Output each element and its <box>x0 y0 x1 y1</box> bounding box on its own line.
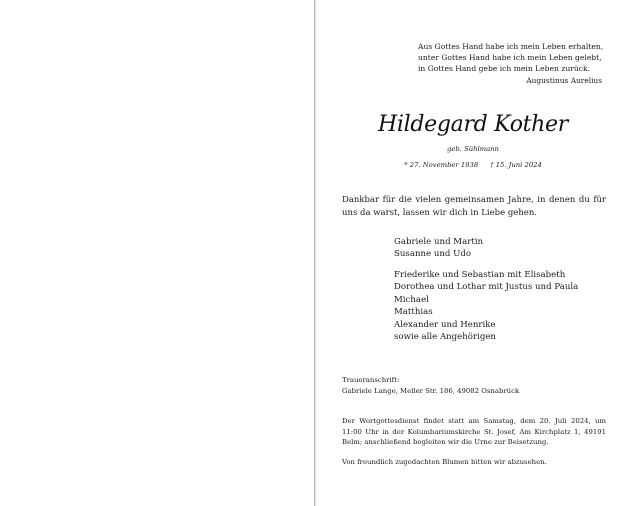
left-page-blank <box>0 0 314 506</box>
verse-line: unter Gottes Hand habe ich mein Leben gelebt, <box>418 52 602 62</box>
family-member: sowie alle Angehörigen <box>394 332 496 343</box>
birth-date: * 27. November 1938 <box>404 161 479 169</box>
family-member: Alexander und Henrike <box>394 319 496 330</box>
family-group-children <box>394 236 483 261</box>
deceased-name: Hildegard Kother <box>378 112 568 137</box>
family-member: Friederike und Sebastian mit Elisabeth <box>394 270 566 280</box>
right-page <box>318 0 630 506</box>
family-member: Matthias <box>394 307 433 318</box>
family-member: Gabriele und Martin <box>394 237 484 247</box>
thanks-text: Dankbar für die vielen gemeinsamen Jahre, in denen du für uns da warst, lassen wir dich in Liebe gehen. <box>342 195 606 218</box>
verse-author: Augustinus Aurelius <box>526 76 602 85</box>
family-member: Susanne und Udo <box>394 249 472 260</box>
flowers-note: Von freundlich zugedachten Blumen bitten wir abzusehen. <box>342 458 547 466</box>
death-date: † 15. Juni 2024 <box>490 161 542 169</box>
verse-quote <box>418 42 603 74</box>
verse-line: in Gottes Hand gebe ich mein Leben zurück. <box>418 63 591 73</box>
family-member: Dorothea und Lothar mit Justus und Paula <box>394 282 579 293</box>
service-info: Der Wortgottesdienst findet statt am Samstag, dem 20. Juli 2024, um 11:00 Uhr in der Kolumbariumskirche St. Josef, Am Kirchplatz 1, 49191 Belm; anschließend begleiten wir die Urne zur Beisetzung. <box>342 417 606 447</box>
maiden-name: geb. Sühlmann <box>447 145 499 153</box>
life-dates <box>318 161 628 169</box>
mourning-address-value: Gabriele Lange, Meller Str. 186, 49082 Osnabrück <box>342 386 520 395</box>
mourning-address <box>342 375 519 396</box>
family-group-grandchildren <box>394 269 578 343</box>
mourning-address-label: Traueranschrift: <box>342 376 400 384</box>
verse-line: Aus Gottes Hand habe ich mein Leben erhalten, <box>418 42 604 51</box>
family-member: Michael <box>394 294 429 305</box>
